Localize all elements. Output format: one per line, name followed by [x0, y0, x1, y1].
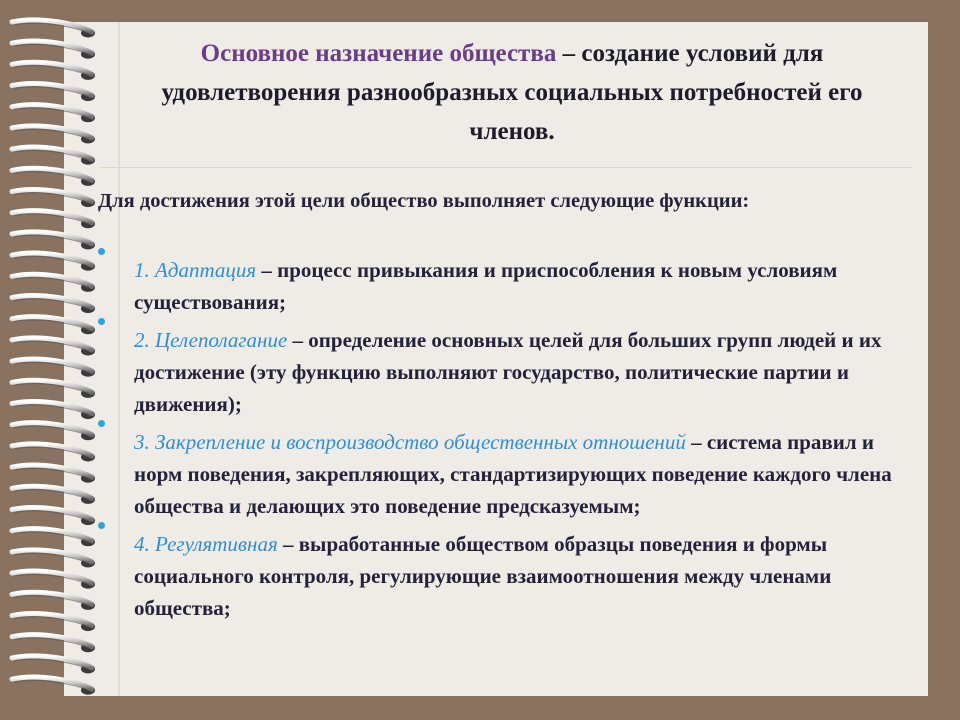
- function-term: 4. Регулятивная: [134, 532, 278, 556]
- function-description: – определение основных целей для больших групп людей и их достижение (эту функцию выполняют государство, политические партии и движения);: [134, 328, 882, 416]
- function-description: – выработанные обществом образцы поведения и формы социального контроля, регулирующие взаимоотношения между членами общества;: [134, 532, 832, 620]
- title-highlight: Основное назначение общества: [200, 40, 557, 67]
- function-description: – процесс привыкания и приспособления к новым условиям существования;: [134, 258, 838, 314]
- list-item: [98, 528, 920, 624]
- divider: [100, 167, 912, 168]
- functions-list: [98, 254, 920, 630]
- bullet-icon: [98, 522, 105, 529]
- spiral-binding-icon: [0, 0, 110, 720]
- list-item: [98, 426, 920, 522]
- list-item: [98, 254, 920, 318]
- bullet-icon: [98, 420, 105, 427]
- function-term: 3. Закрепление и воспроизводство общественных отношений: [134, 430, 686, 454]
- function-description: – система правил и норм поведения, закрепляющих, стандартизирующих поведение каждого члена общества и делающих это поведение предсказуемым;: [134, 430, 892, 518]
- intro-text: Для достижения этой цели общество выполняет следующие функции:: [98, 190, 750, 212]
- function-term: 2. Целеполагание: [134, 328, 288, 352]
- function-term: 1. Адаптация: [134, 258, 257, 282]
- page-title: [128, 34, 896, 151]
- bullet-icon: [98, 318, 105, 325]
- title-rest: – создание условий для удовлетворения разнообразных социальных потребностей его членов.: [161, 40, 863, 145]
- bullet-icon: [98, 248, 105, 255]
- list-item: [98, 324, 920, 420]
